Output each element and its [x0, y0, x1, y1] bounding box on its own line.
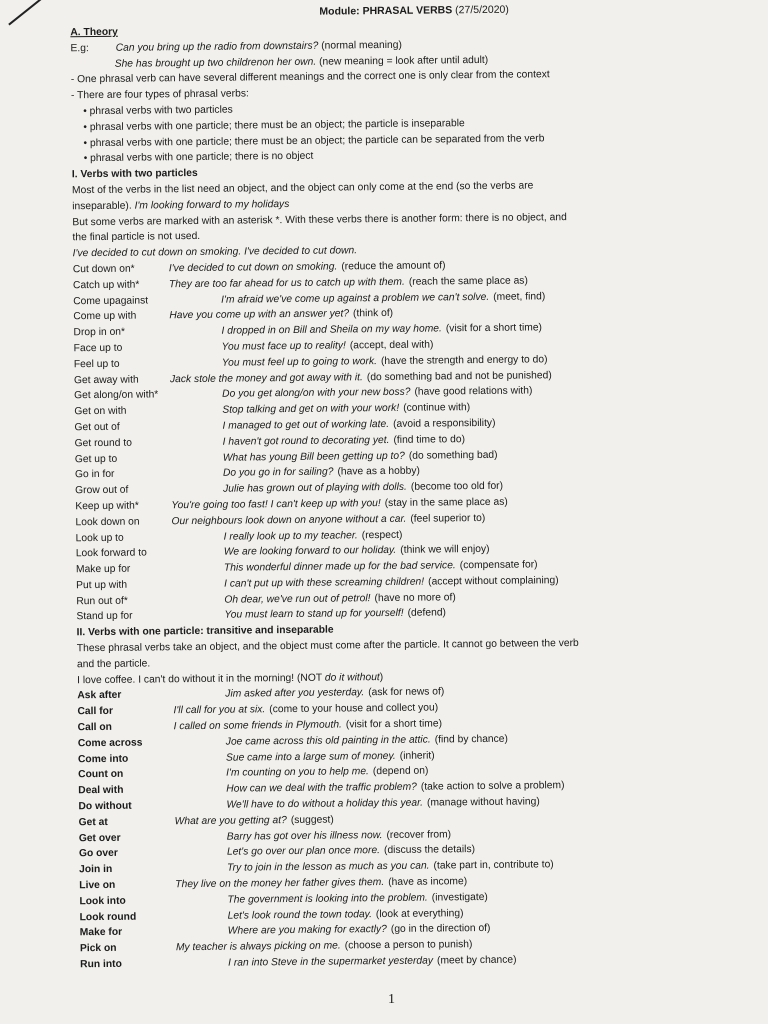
- bullet-item: • phrasal verbs with one particle; there is no object: [83, 151, 314, 165]
- page-title: [140, 1, 688, 21]
- verb-meaning: (avoid a responsibility): [392, 417, 496, 430]
- section2-verb-list: [77, 682, 698, 973]
- verb-meaning: (go in the direction of): [390, 923, 491, 936]
- phrasal-verb: Run out of*: [76, 595, 128, 607]
- verb-meaning: (become too old for): [410, 480, 504, 493]
- phrasal-verb: Face up to: [73, 342, 123, 355]
- theory-line-1: - One phrasal verb can have several different meanings and the correct one is only clear from the context: [70, 69, 550, 86]
- verb-meaning: (do something bad): [408, 449, 498, 462]
- verb-example: We are looking forward to our holiday.: [223, 545, 397, 558]
- phrasal-verb: Call for: [77, 706, 114, 718]
- verb-example: Let's go over our plan once more.: [226, 845, 381, 859]
- eg1-note: (normal meaning): [321, 39, 402, 52]
- phrasal-verb: Get away with: [73, 374, 139, 386]
- verb-meaning: (recover from): [386, 828, 452, 841]
- verb-example: What has young Bill been getting up to?: [222, 450, 405, 464]
- verb-meaning: (choose a person to punish): [344, 939, 473, 952]
- section2-para: and the particle.: [76, 658, 151, 671]
- verb-meaning: (take part in, contribute to): [433, 859, 554, 872]
- phrasal-verb: Catch up with*: [72, 279, 140, 292]
- eg1-text: Can you bring up the radio from downstairs?: [115, 40, 319, 54]
- verb-example: Do you go in for sailing?: [222, 466, 334, 480]
- verb-example: They are too far ahead for us to catch up with them.: [168, 276, 405, 290]
- verb-example: Have you come up with an answer yet?: [169, 308, 350, 322]
- phrasal-verb: Come upagainst: [73, 295, 149, 307]
- phrasal-verb: Keep up with*: [75, 500, 139, 513]
- verb-example: I'm afraid we've come up against a problem we can't solve.: [221, 291, 490, 306]
- eg-label: E.g:: [70, 42, 89, 55]
- phrasal-verb: Call on: [77, 721, 113, 734]
- verb-meaning: (have as income): [388, 876, 468, 889]
- phrasal-verb: Count on: [78, 769, 124, 781]
- eg2-note: (new meaning = look after until adult): [318, 54, 489, 68]
- phrasal-verb: Make up for: [75, 563, 131, 576]
- verb-example: The government is looking into the problem.: [227, 892, 428, 906]
- verb-example: Stop talking and get on with your work!: [222, 402, 400, 416]
- verb-example: Where are you making for exactly?: [227, 924, 387, 938]
- phrasal-verb: Get round to: [74, 437, 132, 449]
- verb-example: You must learn to stand up for yourself!: [224, 608, 404, 622]
- verb-example: You're going too fast! I can't keep up with you!: [171, 497, 381, 512]
- verb-example: They live on the money her father gives them.: [175, 877, 385, 891]
- phrasal-verb: Make for: [79, 927, 123, 939]
- phrasal-verb: Ask after: [77, 690, 122, 702]
- verb-meaning: (find by chance): [434, 733, 508, 746]
- phrasal-verb: Get over: [78, 832, 121, 844]
- verb-example: What are you getting at?: [174, 814, 287, 828]
- phrasal-verb: Do without: [78, 800, 132, 813]
- phrasal-verb: Get along/on with*: [74, 389, 159, 402]
- page-number: 1: [388, 992, 395, 1007]
- section2-example-italic: do it without: [324, 671, 380, 684]
- verb-example: You must feel up to going to work.: [221, 355, 377, 369]
- verb-meaning: (have no more of): [374, 591, 456, 604]
- verb-meaning: (visit for a short time): [445, 322, 543, 335]
- phrasal-verb: Grow out of: [75, 484, 129, 497]
- verb-example: Do you get along/on with your new boss?: [222, 387, 411, 401]
- verb-meaning: (look at everything): [375, 907, 464, 920]
- section2-example-text: I love coffee. I can't do without it in the morning! (NOT: [77, 672, 323, 686]
- verb-meaning: (investigate): [431, 891, 488, 904]
- verb-meaning: (inherit): [399, 750, 435, 762]
- section1-verb-list: [73, 256, 695, 626]
- bullet-item: • phrasal verbs with one particle; there must be an object; the particle can be separated from the verb: [83, 132, 545, 149]
- title-text: Module: PHRASAL VERBS: [319, 4, 453, 18]
- phrasal-verb: Join in: [79, 864, 113, 876]
- verb-meaning: (continue with): [403, 402, 471, 414]
- bullet-item: • phrasal verbs with two particles: [83, 104, 233, 118]
- verb-meaning: (depend on): [372, 766, 429, 778]
- verb-meaning: (manage without having): [426, 796, 540, 809]
- verb-meaning: (accept without complaining): [428, 575, 559, 588]
- verb-meaning: (feel superior to): [410, 512, 486, 525]
- verb-meaning: (visit for a short time): [345, 718, 443, 731]
- section1-para: But some verbs are marked with an asterisk *. With these verbs there is another form: there is no object, and: [72, 211, 567, 228]
- phrasal-verb: Look down on: [75, 516, 140, 528]
- pen-mark: [8, 0, 42, 25]
- phrasal-verb: Deal with: [78, 785, 124, 797]
- phrasal-verb: Drop in on*: [73, 326, 126, 339]
- verb-meaning: (compensate for): [459, 559, 538, 572]
- verb-meaning: (respect): [361, 529, 403, 541]
- title-date: (27/5/2020): [455, 3, 509, 17]
- phrasal-verb: Live on: [79, 879, 116, 892]
- phrasal-verb: Run into: [80, 958, 122, 971]
- verb-meaning: (do something bad and not be punished): [366, 369, 552, 383]
- phrasal-verb: Feel up to: [73, 358, 120, 370]
- verb-meaning: (ask for news of): [368, 686, 445, 699]
- verb-example: I've decided to cut down on smoking.: [168, 261, 338, 275]
- phrasal-verb: Get on with: [74, 405, 127, 418]
- phrasal-verb: Come across: [77, 737, 143, 750]
- phrasal-verb: Pick on: [79, 943, 117, 955]
- section1-example: I've decided to cut down on smoking. I've decided to cut down.: [72, 245, 358, 260]
- verb-meaning: (meet by chance): [436, 954, 517, 967]
- phrasal-verb: Come up with: [73, 310, 137, 323]
- verb-meaning: (defend): [407, 607, 447, 620]
- bullet-text: phrasal verbs with two particles: [89, 104, 233, 118]
- section1-heading: I. Verbs with two particles: [71, 168, 198, 181]
- phrasal-verb: Stand up for: [76, 611, 133, 623]
- verb-example: Let's look round the town today.: [227, 908, 372, 922]
- verb-meaning: (think of): [352, 308, 394, 320]
- phrasal-verb: Come into: [77, 753, 129, 765]
- verb-example: I haven't got round to decorating yet.: [222, 434, 390, 448]
- phrasal-verb: Look round: [79, 911, 137, 923]
- verb-meaning: (have the strength and energy to do): [380, 354, 548, 367]
- eg2-text: She has brought up two childrenon her own.: [114, 56, 317, 70]
- bullet-text: phrasal verbs with one particle; there must be an object; the particle is inseparable: [89, 117, 465, 133]
- section1-para-text: inseparable).: [72, 200, 132, 213]
- theory-line-2: - There are four types of phrasal verbs:: [70, 88, 249, 102]
- verb-meaning: (accept, deal with): [349, 339, 434, 352]
- phrasal-verb: Look into: [79, 895, 126, 908]
- verb-example: This wonderful dinner made up for the bad service.: [223, 560, 456, 574]
- verb-meaning: (reduce the amount of): [341, 260, 446, 273]
- verb-example: We'll have to do without a holiday this year.: [226, 797, 424, 811]
- phrasal-verb: Look up to: [75, 532, 124, 544]
- phrasal-verb: Get up to: [74, 453, 118, 465]
- verb-example: I managed to get out of working late.: [222, 418, 390, 432]
- verb-example: Jim asked after you yesterday.: [225, 687, 365, 701]
- verb-example: I'm counting on you to help me.: [226, 766, 369, 780]
- verb-example: Oh dear, we've run out of petrol!: [224, 592, 371, 606]
- verb-example: Our neighbours look down on anyone without a car.: [171, 513, 407, 527]
- verb-meaning: (reach the same place as): [408, 275, 528, 288]
- section1-para-example: I'm looking forward to my holidays: [134, 198, 290, 212]
- bullet-text: phrasal verbs with one particle; there is no object: [90, 151, 314, 165]
- verb-meaning: (think we will enjoy): [400, 544, 490, 557]
- verb-meaning: (discuss the details): [383, 844, 476, 857]
- verb-meaning: (meet, find): [493, 290, 546, 303]
- phrasal-verb: Cut down on*: [72, 263, 135, 276]
- phrasal-verb: Get at: [78, 816, 108, 829]
- verb-example: Julie has grown out of playing with dolls.: [223, 481, 407, 495]
- verb-meaning: (come to your house and collect you): [269, 702, 439, 716]
- verb-meaning: (have good relations with): [414, 385, 533, 399]
- section2-heading: II. Verbs with one particle: transitive and inseparable: [76, 624, 334, 639]
- verb-example: Jack stole the money and got away with it.: [169, 371, 363, 385]
- section2-para: These phrasal verbs take an object, and the object must come after the particle. It cannot go between the verb: [76, 638, 579, 655]
- verb-meaning: (suggest): [290, 814, 334, 826]
- verb-example: My teacher is always picking on me.: [175, 940, 341, 954]
- verb-meaning: (take action to solve a problem): [420, 780, 565, 793]
- verb-example: I dropped in on Bill and Sheila on my way home.: [221, 323, 442, 337]
- verb-example: I ran into Steve in the supermarket yesterday: [228, 955, 434, 969]
- verb-example: Joe came across this old painting in the attic.: [225, 734, 431, 748]
- phrasal-verb: Go in for: [74, 469, 115, 481]
- phrasal-verb: Look forward to: [75, 547, 147, 560]
- verb-meaning: (have as a hobby): [337, 465, 420, 478]
- bullet-item: • phrasal verbs with one particle; there must be an object; the particle is inseparable: [83, 117, 465, 133]
- verb-example: Barry has got over his illness now.: [226, 829, 383, 843]
- verb-example: I can't put up with these screaming children!: [224, 576, 425, 590]
- verb-meaning: (stay in the same place as): [384, 496, 508, 509]
- verb-example: I called on some friends in Plymouth.: [173, 719, 342, 733]
- section2-example-end: ): [379, 671, 384, 683]
- verb-meaning: (find time to do): [393, 433, 466, 446]
- bullet-text: phrasal verbs with one particle; there must be an object; the particle can be separated from the verb: [89, 132, 545, 149]
- section1-para: Most of the verbs in the list need an object, and the object can only come at the end (so the verbs are: [71, 180, 534, 197]
- verb-example: Sue came into a large sum of money.: [225, 750, 396, 764]
- verb-example: I'll call for you at six.: [173, 704, 266, 717]
- verb-example: You must face up to reality!: [221, 340, 346, 353]
- verb-example: I really look up to my teacher.: [223, 529, 358, 543]
- phrasal-verb: Put up with: [76, 579, 128, 592]
- theory-heading: A. Theory: [70, 26, 118, 39]
- phrasal-verb: Go over: [78, 848, 118, 860]
- phrasal-verb: Get out of: [74, 421, 120, 434]
- section1-para: the final particle is not used.: [72, 231, 201, 244]
- verb-example: Try to join in the lesson as much as you can.: [227, 860, 430, 874]
- verb-example: How can we deal with the traffic problem?: [226, 781, 417, 795]
